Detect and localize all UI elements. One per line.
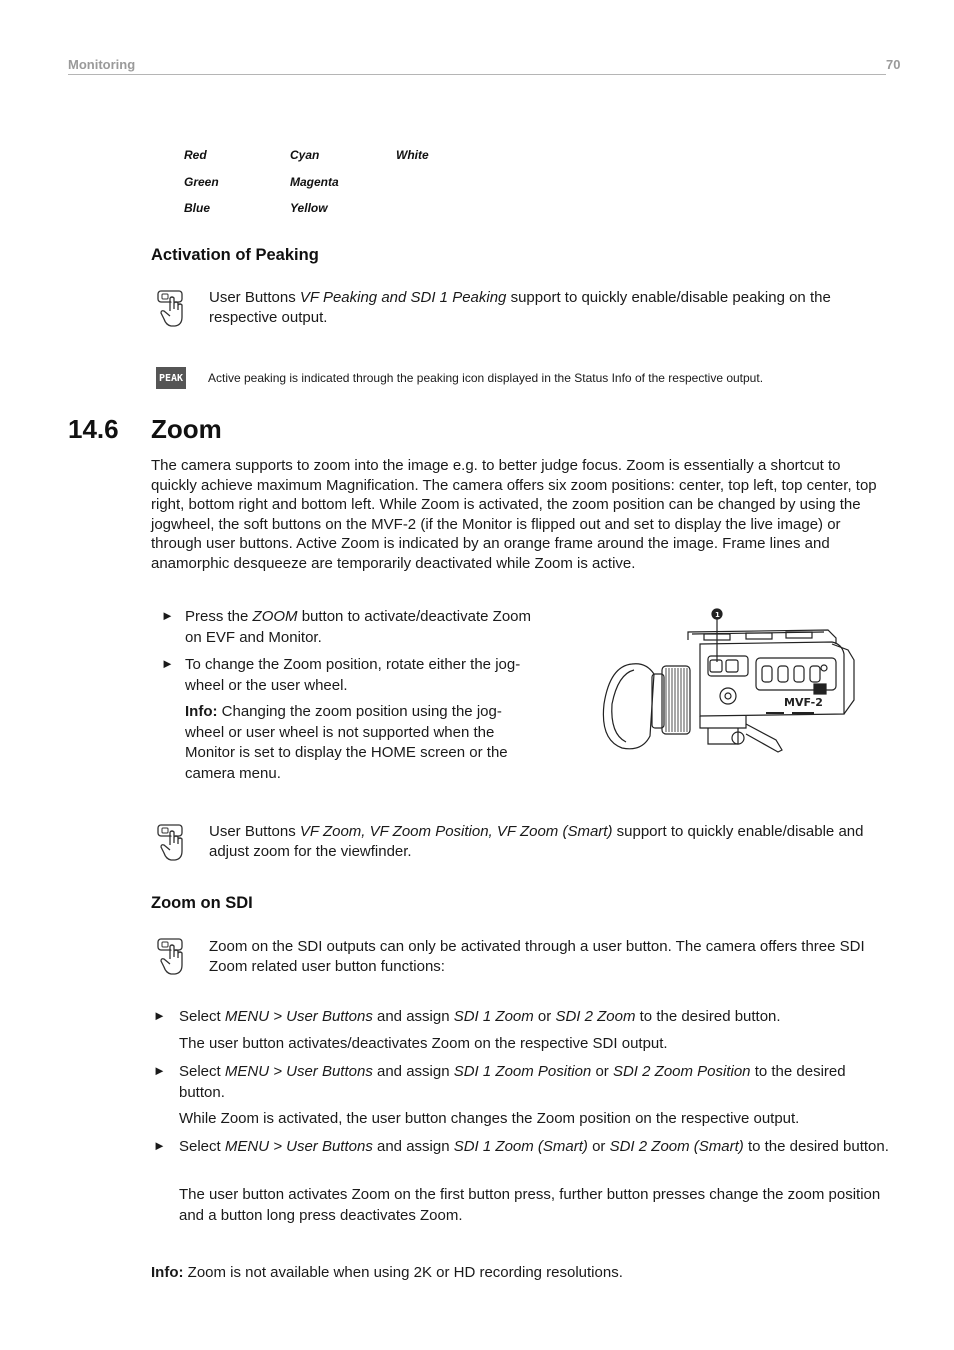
section-number: 14.6 [68,414,119,444]
figure-callout: 1 [715,611,720,619]
color-item: White [396,148,429,162]
sdi-step-2: Select MENU > User Buttons and assign SDI 1 Zoom Position or SDI 2 Zoom Position to the desired button. [179,1063,846,1101]
right-triangle-bullet-icon: ► [153,1008,166,1023]
peaking-user-buttons-note: User Buttons VF Peaking and SDI 1 Peaking support to quickly enable/disable peaking on the respective output. [209,289,831,326]
sdi-step-1: Select MENU > User Buttons and assign SDI 1 Zoom or SDI 2 Zoom to the desired button. [179,1008,781,1025]
sdi-info-note: Info: Zoom is not available when using 2K or HD recording resolutions. [151,1264,623,1281]
color-item: Cyan [290,148,320,162]
hand-pointer-button-icon [156,289,188,329]
color-item: Magenta [290,175,339,189]
color-item: Red [184,148,207,162]
right-triangle-bullet-icon: ► [161,608,174,623]
color-item: Yellow [290,201,328,215]
section-heading-activation-peaking: Activation of Peaking [151,246,319,264]
peaking-status-note: Active peaking is indicated through the peaking icon displayed in the Status Info of the respective output. [208,371,764,385]
zoom-intro-paragraph: The camera supports to zoom into the image e.g. to better judge focus. Zoom is essentially a shortcut to quickly achieve maximum Magnification. The camera offers six zoom positions: center, top left, top center, top right, bottom right and bottom left. While Zoom is activated, the zoom position can be changed by using the jogwheel, the soft buttons on the MVF-2 (if the Monitor is flipped out and set to display the live image) or through user buttons. Active Zoom is indicated by an orange frame around the image. Frame lines and anamorphic desqueeze are temporarily deactivated while Zoom is active. [151,457,877,572]
peak-icon: PEAK [156,367,186,389]
zoom-user-buttons-note: User Buttons VF Zoom, VF Zoom Position, VF Zoom (Smart) support to quickly enable/disable and adjust zoom for the viewfinder. [209,823,864,860]
sdi-step-1-result: The user button activates/deactivates Zoom on the respective SDI output. [179,1035,668,1052]
sdi-step-3-result: The user button activates Zoom on the first button press, further button presses change the zoom position and a button long press deactivates Zoom. [179,1186,881,1224]
figure-label: MVF-2 [784,696,823,709]
color-item: Green [184,175,219,189]
color-item: Blue [184,201,211,215]
header-rule [68,74,886,75]
section-title: Zoom [151,414,222,444]
zoom-sdi-note: Zoom on the SDI outputs can only be activated through a user button. The camera offers three SDI Zoom related user button functions: [209,938,865,975]
right-triangle-bullet-icon: ► [153,1138,166,1153]
page-number: 70 [886,57,901,72]
zoom-info-note: Info: Changing the zoom position using the jog-wheel or user wheel is not supported when the Monitor is set to display the HOME screen or the camera menu. [185,703,508,782]
right-triangle-bullet-icon: ► [153,1063,166,1078]
zoom-step-2: To change the Zoom position, rotate either the jog-wheel or the user wheel. [185,656,521,694]
right-triangle-bullet-icon: ► [161,656,174,671]
sdi-step-2-result: While Zoom is activated, the user button changes the Zoom position on the respective output. [179,1110,800,1127]
running-header: Monitoring [68,57,136,72]
mvf2-viewfinder-illustration [596,604,858,756]
section-heading-zoom-sdi: Zoom on SDI [151,894,253,912]
hand-pointer-button-icon [156,937,188,977]
hand-pointer-button-icon [156,823,188,863]
sdi-step-3: Select MENU > User Buttons and assign SDI 1 Zoom (Smart) or SDI 2 Zoom (Smart) to the desired button. [179,1138,889,1155]
zoom-step-1: Press the ZOOM button to activate/deactivate Zoom on EVF and Monitor. [185,608,531,646]
